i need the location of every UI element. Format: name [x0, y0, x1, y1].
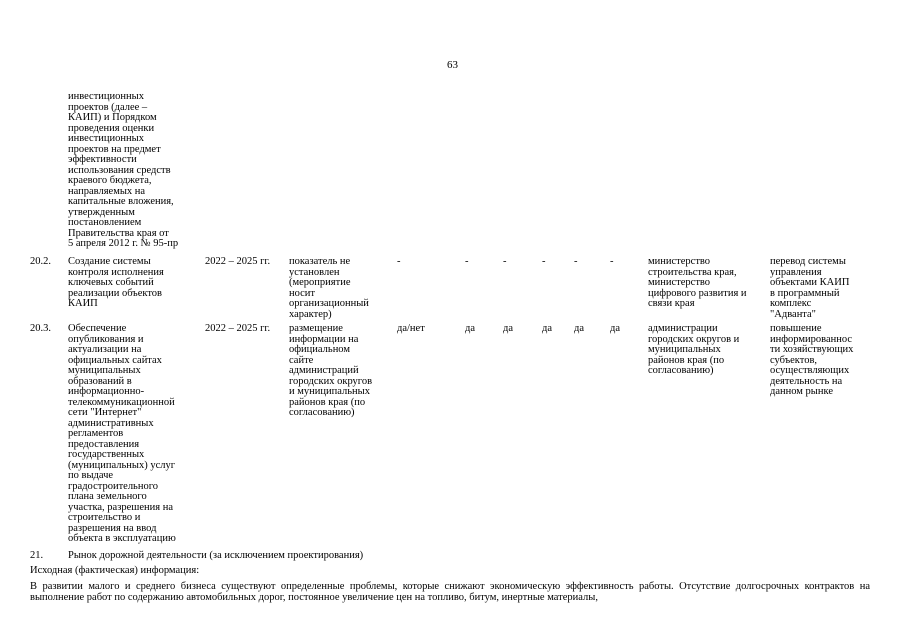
row-number: 20.2. — [30, 256, 51, 267]
source-label: Исходная (фактическая) информация: — [30, 565, 200, 576]
row-value: да — [574, 323, 585, 334]
row-indicator: размещение информации на официальном сайте администраций городских округов и муниципальных районов края (по согласованию) — [289, 323, 373, 418]
page-number: 63 — [447, 59, 458, 71]
row-value: - — [503, 256, 507, 267]
row-responsible: администрации городских округов и муниципальных районов края (по согласованию) — [648, 323, 740, 376]
row-measure-name: Обеспечение опубликования и актуализации на официальных сайтах муниципальных образований в информационно- телекоммуникационной сети "Интернет" административных регламентов предоставления государственных (муниципальных) услуг по выдаче градостроительного плана земельного участка, разрешения на строительство и разрешения на ввод объекта в эксплуатацию — [68, 323, 176, 544]
row-responsible: министерство строительства края, министерство цифрового развития и связи края — [648, 256, 747, 309]
row-value: да — [465, 323, 476, 334]
row-value: - — [542, 256, 546, 267]
row-value: - — [574, 256, 578, 267]
row-value: да — [542, 323, 553, 334]
row-number: 20.3. — [30, 323, 51, 334]
row-measure-name: Создание системы контроля исполнения ключевых событий реализации объектов КАИП — [68, 256, 164, 309]
continued-cell-text: инвестиционных проектов (далее – КАИП) и Порядком проведения оценки инвестиционных проектов на предмет эффективности использования средств краевого бюджета, направляемых на капитальные вложения, утвержденным постановлением Правительства края от 5 апреля 2012 г. № 95-пр — [68, 91, 179, 249]
section-title: Рынок дорожной деятельности (за исключением проектирования) — [68, 550, 364, 561]
row-value: да — [503, 323, 514, 334]
row-value: - — [397, 256, 401, 267]
body-paragraph: В развитии малого и среднего бизнеса существуют определенные проблемы, которые снижают экономическую эффективность работы. Отсутствие долгосрочных контрактов на выполнение работ по содержанию автомобильных дорог, постоянное увеличение цен на топливо, битум, инертные материалы, — [30, 581, 870, 603]
row-value: - — [465, 256, 469, 267]
row-period: 2022 – 2025 гг. — [205, 323, 271, 334]
row-value: да/нет — [397, 323, 425, 334]
row-indicator: показатель не установлен (мероприятие носит организационный характер) — [289, 256, 369, 320]
row-period: 2022 – 2025 гг. — [205, 256, 271, 267]
row-value: - — [610, 256, 614, 267]
row-value: да — [610, 323, 621, 334]
row-result: перевод системы управления объектами КАИП в программный комплекс "Адванта" — [770, 256, 850, 320]
row-result: повышение информированнос ти хозяйствующих субъектов, осуществляющих деятельность на данном рынке — [770, 323, 854, 397]
section-number: 21. — [30, 550, 44, 561]
